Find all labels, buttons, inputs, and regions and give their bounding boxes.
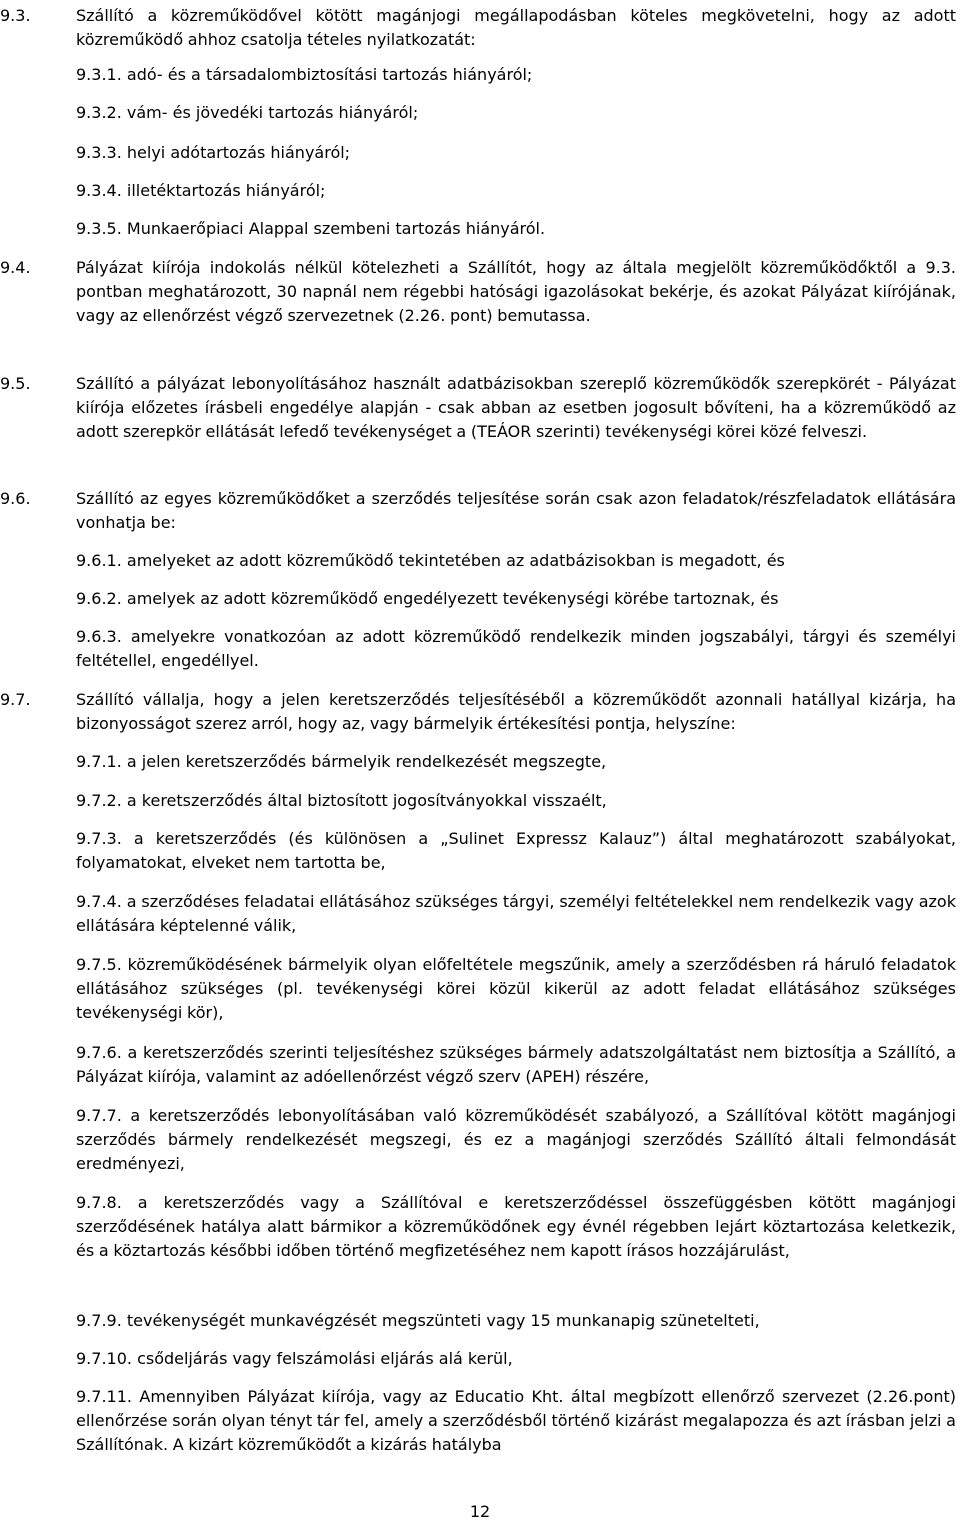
section-number: 9.5.: [0, 374, 31, 393]
list-item: 9.7.8. a keretszerződés vagy a Szállítóval e keretszerződéssel összefüggésben kötött magánjogi szerződésének hatálya alatt bármikor a közreműködőnek egy évnél régebben lejárt köztartozása keletkezik, és a köztartozás későbbi időben történő megfizetéséhez nem kapott írásos hozzájárulást,: [76, 1193, 956, 1260]
list-item: 9.3.4. illetéktartozás hiányáról;: [76, 181, 326, 200]
list-item: 9.7.4. a szerződéses feladatai ellátásához szükséges tárgyi, személyi feltételekkel nem rendelkezik vagy azok ellátására képtelenné válik,: [76, 892, 956, 935]
section-number: 9.7.: [0, 690, 31, 709]
page-number: 12: [469, 1502, 491, 1521]
list-item: 9.3.1. adó- és a társadalombiztosítási tartozás hiányáról;: [76, 65, 533, 84]
list-item: 9.3.2. vám- és jövedéki tartozás hiányáról;: [76, 103, 419, 122]
list-item: 9.3.5. Munkaerőpiaci Alappal szembeni tartozás hiányáról.: [76, 219, 546, 238]
list-item: 9.7.1. a jelen keretszerződés bármelyik rendelkezését megszegte,: [76, 752, 607, 771]
list-item: 9.7.7. a keretszerződés lebonyolításában való közreműködését szabályozó, a Szállítóval kötött magánjogi szerződés bármely rendelkezését megszegi, és ez a magánjogi szerződés Szállító általi felmondását eredményezi,: [76, 1106, 956, 1173]
list-item: 9.7.3. a keretszerződés (és különösen a „Sulinet Expressz Kalauz”) által meghatározott szabályokat, folyamatokat, elveket nem tartotta be,: [76, 829, 956, 872]
section-number: 9.4.: [0, 258, 31, 277]
list-item: 9.7.9. tevékenységét munkavégzését megszünteti vagy 15 munkanapig szünetelteti,: [76, 1311, 760, 1330]
section-text: Szállító vállalja, hogy a jelen keretszerződés teljesítéséből a közreműködőt azonnali hatállyal kizárja, ha bizonyosságot szerez arról, hogy az, vagy bármelyik értékesítési pontja, helyszíne:: [76, 690, 956, 733]
list-item: 9.7.5. közreműködésének bármelyik olyan előfeltétele megszűnik, amely a szerződésben rá háruló feladatok ellátásához szükséges (pl. tevékenységi körei közül kikerül az adott feladat ellátásához szükséges tevékenységi kör),: [76, 955, 956, 1022]
list-item: 9.6.2. amelyek az adott közreműködő engedélyezett tevékenységi körébe tartoznak, és: [76, 589, 779, 608]
section-text: Szállító a közreműködővel kötött magánjogi megállapodásban köteles megkövetelni, hogy az adott közreműködő ahhoz csatolja tételes nyilatkozatát:: [76, 6, 956, 49]
list-item: 9.7.10. csődeljárás vagy felszámolási eljárás alá kerül,: [76, 1349, 513, 1368]
list-item: 9.7.11. Amennyiben Pályázat kiírója, vagy az Educatio Kht. által megbízott ellenőrző szervezet (2.26.pont) ellenőrzése során olyan tényt tár fel, amely a szerződésből történő kizárást megalapozza és azt írásban jelzi a Szállítónak. A kizárt közreműködőt a kizárás hatályba: [76, 1387, 956, 1454]
section-text: Szállító az egyes közreműködőket a szerződés teljesítése során csak azon feladatok/részfeladatok ellátására vonhatja be:: [76, 489, 956, 532]
list-item: 9.7.2. a keretszerződés által biztosított jogosítványokkal visszaélt,: [76, 791, 607, 810]
list-item: 9.7.6. a keretszerződés szerinti teljesítéshez szükséges bármely adatszolgáltatást nem biztosítja a Szállító, a Pályázat kiírója, valamint az adóellenőrzést végző szerv (APEH) részére,: [76, 1043, 956, 1086]
section-text: Pályázat kiírója indokolás nélkül kötelezheti a Szállítót, hogy az általa megjelölt közreműködőktől a 9.3. pontban meghatározott, 30 napnál nem régebbi hatósági igazolásokat bekérje, és azokat Pályázat kiírójának, vagy az ellenőrzést végző szervezetnek (2.26. pont) bemutassa.: [76, 258, 956, 325]
section-number: 9.3.: [0, 6, 31, 25]
list-item: 9.6.3. amelyekre vonatkozóan az adott közreműködő rendelkezik minden jogszabályi, tárgyi és személyi feltétellel, engedéllyel.: [76, 627, 956, 670]
section-text: Szállító a pályázat lebonyolításához használt adatbázisokban szereplő közreműködők szerepkörét - Pályázat kiírója előzetes írásbeli engedélye alapján - csak abban az esetben jogosult bővíteni, ha a közreműködő az adott szerepkör ellátását lefedő tevékenységet a (TEÁOR szerinti) tevékenységi körei közé felveszi.: [76, 374, 956, 441]
list-item: 9.6.1. amelyeket az adott közreműködő tekintetében az adatbázisokban is megadott, és: [76, 551, 785, 570]
list-item: 9.3.3. helyi adótartozás hiányáról;: [76, 143, 351, 162]
section-number: 9.6.: [0, 489, 31, 508]
